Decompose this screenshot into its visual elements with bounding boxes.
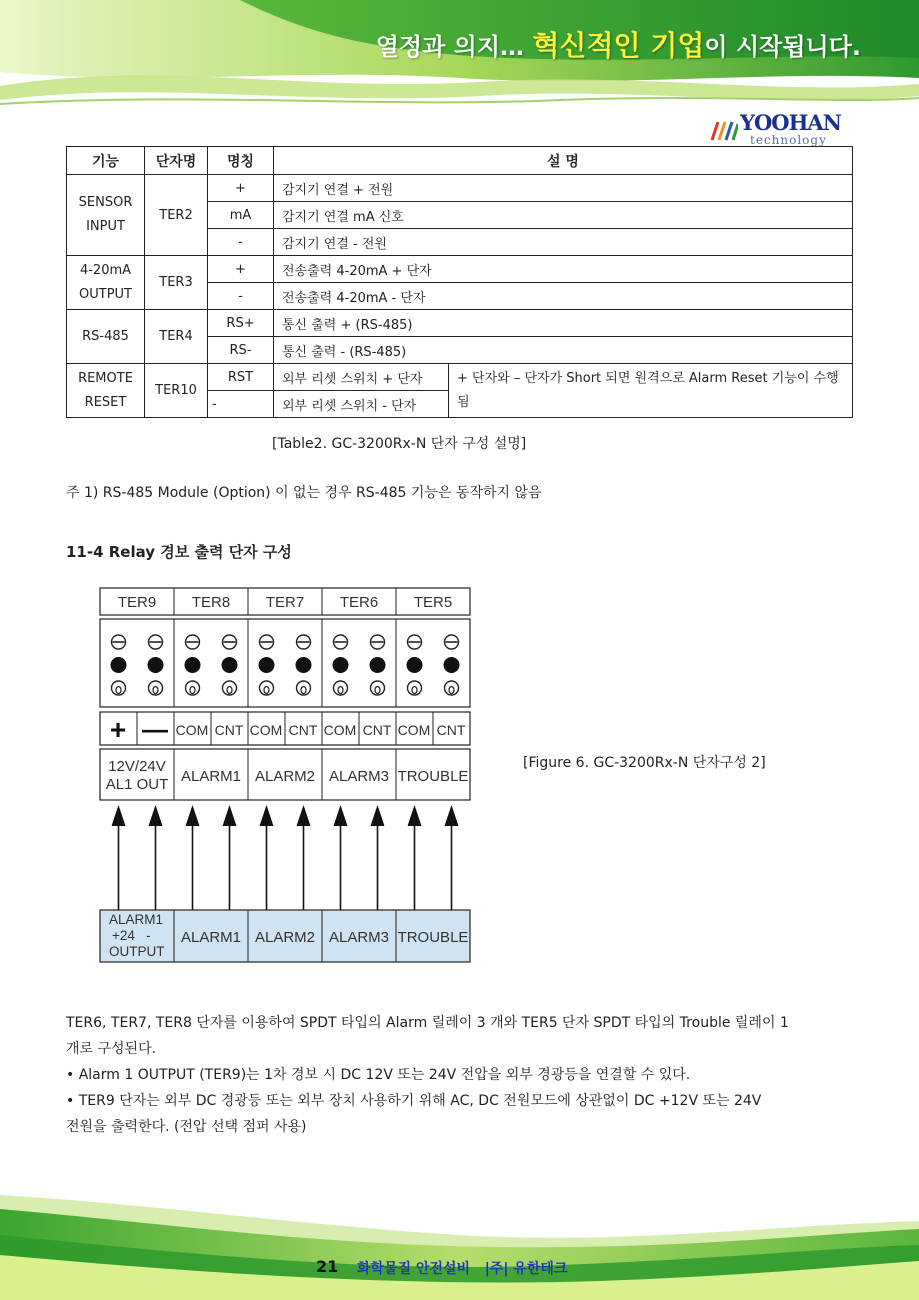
bullet-alarm1: • Alarm 1 OUTPUT (TER9)는 1차 경보 시 DC 12V 또는 24V 전압을 외부 경광등을 연결할 수 있다. <box>66 1067 691 1083</box>
footer-banner <box>0 1195 919 1300</box>
slogan-post: 이 시작됩니다. <box>704 33 861 61</box>
table-row <box>67 310 853 337</box>
com-label: COM <box>397 722 431 738</box>
logo-sub: technology <box>750 133 827 147</box>
header-description: 설 명 <box>274 147 853 175</box>
desc-cell: 외부 리셋 스위치 + 단자 <box>274 364 449 391</box>
footer-company: 화학물질 안전설비 |주| 유한테크 <box>357 1261 568 1277</box>
name-cell: RS+ <box>208 310 274 337</box>
logo-brand: YOOHAN <box>740 110 841 135</box>
rs485-note: 주 1) RS-485 Module (Option) 이 없는 경우 RS-485 기능은 동작하지 않음 <box>66 485 542 501</box>
arrow-up-icon <box>186 805 200 826</box>
ter-label-row <box>100 588 470 615</box>
header-terminal: 단자명 <box>145 147 208 175</box>
bottom-trouble: TROUBLE <box>397 929 469 946</box>
bottom-alarm3: ALARM3 <box>328 929 390 946</box>
group-alarm3: ALARM3 <box>328 768 390 785</box>
ter6-label: TER6 <box>339 594 379 611</box>
group1-line2: AL1 OUT <box>105 776 169 793</box>
bottom-first-line2: +24 - <box>112 928 151 943</box>
name-cell: + <box>208 256 274 283</box>
arrow-up-icon <box>334 805 348 826</box>
wire-hole-icon <box>259 657 275 673</box>
ter5-label: TER5 <box>413 594 453 611</box>
header-function: 기능 <box>67 147 145 175</box>
wire-hole-icon <box>148 657 164 673</box>
wire-hole-icon <box>333 657 349 673</box>
func-output <box>67 256 145 310</box>
cnt-label: CNT <box>436 722 466 738</box>
reset-note: + 단자와 – 단자가 Short 되면 원격으로 Alarm Reset 기능이 수행됨 <box>449 364 853 418</box>
terminal-table <box>66 146 853 418</box>
arrow-up-icon <box>223 805 237 826</box>
company-logo <box>708 112 850 148</box>
func-rs485: RS-485 <box>67 310 145 364</box>
desc-cell: 통신 출력 + (RS-485) <box>274 310 853 337</box>
bottom-first-line3: OUTPUT <box>109 944 165 959</box>
desc-cell: 전송출력 4-20mA - 단자 <box>274 283 853 310</box>
name-cell: - <box>208 391 274 418</box>
com-label: COM <box>323 722 357 738</box>
com-label: COM <box>175 722 209 738</box>
name-cell: RST <box>208 364 274 391</box>
wire-hole-icon <box>296 657 312 673</box>
ter8-label: TER8 <box>191 594 231 611</box>
slogan-pre: 열정과 의지… <box>375 33 533 61</box>
func-output-line1: 4-20mA <box>79 262 132 278</box>
name-cell: - <box>208 229 274 256</box>
terminal-ter10: TER10 <box>145 364 208 418</box>
plus-label: + <box>109 714 127 745</box>
func-sensor-line2: INPUT <box>86 219 125 234</box>
group-alarm1: ALARM1 <box>180 768 242 785</box>
paragraph-line: 전원을 출력한다. (전압 선택 점퍼 사용) <box>66 1119 307 1135</box>
desc-cell: 전송출력 4-20mA + 단자 <box>274 256 853 283</box>
table-row <box>67 364 853 391</box>
name-cell: + <box>208 175 274 202</box>
slogan-highlight: 혁신적인 기업 <box>532 29 705 62</box>
func-reset-line2: RESET <box>84 394 127 410</box>
table-header-row <box>67 147 853 175</box>
wire-hole-icon <box>222 657 238 673</box>
bottom-label-row <box>100 910 470 962</box>
desc-cell: 감지기 연결 - 전원 <box>274 229 853 256</box>
arrow-up-icon <box>112 805 126 826</box>
wire-hole-icon <box>370 657 386 673</box>
func-reset-line1: REMOTE <box>78 370 133 386</box>
bottom-first-line1: ALARM1 <box>109 912 164 927</box>
figure-caption: [Figure 6. GC-3200Rx-N 단자구성 2] <box>523 755 766 771</box>
func-output-line2: OUTPUT <box>79 286 132 302</box>
ter7-label: TER7 <box>265 594 305 611</box>
desc-cell: 외부 리셋 스위치 - 단자 <box>274 391 449 418</box>
contact-label-row <box>100 712 470 745</box>
body-text <box>66 1010 866 1140</box>
header-name: 명칭 <box>208 147 274 175</box>
terminal-ter3: TER3 <box>145 256 208 310</box>
func-sensor <box>67 175 145 256</box>
desc-cell: 통신 출력 - (RS-485) <box>274 337 853 364</box>
logo-stripes-icon <box>708 116 738 142</box>
group-label-row <box>100 749 470 800</box>
name-cell: mA <box>208 202 274 229</box>
signal-arrows <box>112 805 459 910</box>
group1-line1: 12V/24V <box>108 758 166 775</box>
paragraph-line: TER6, TER7, TER8 단자를 이용하여 SPDT 타입의 Alarm 릴레이 3 개와 TER5 단자 SPDT 타입의 Trouble 릴레이 1 <box>66 1015 789 1031</box>
group-trouble: TROUBLE <box>397 768 469 785</box>
arrow-up-icon <box>445 805 459 826</box>
ter9-label: TER9 <box>117 594 157 611</box>
arrow-up-icon <box>371 805 385 826</box>
wire-hole-icon <box>111 657 127 673</box>
bottom-alarm1: ALARM1 <box>180 929 242 946</box>
footer-wave <box>0 1195 919 1300</box>
name-cell: RS- <box>208 337 274 364</box>
cnt-label: CNT <box>362 722 392 738</box>
paragraph-line: 개로 구성된다. <box>66 1041 157 1057</box>
arrow-up-icon <box>149 805 163 826</box>
name-cell: - <box>208 283 274 310</box>
terminal-ter4: TER4 <box>145 310 208 364</box>
wire-hole-icon <box>185 657 201 673</box>
header-slogan <box>376 24 861 64</box>
bottom-alarm2: ALARM2 <box>254 929 316 946</box>
table-caption: [Table2. GC-3200Rx-N 단자 구성 설명] <box>272 436 527 452</box>
section-title: 11-4 Relay 경보 출력 단자 구성 <box>66 543 292 561</box>
bullet-ter9: • TER9 단자는 외부 DC 경광등 또는 외부 장치 사용하기 위해 AC, DC 전원모드에 상관없이 DC +12V 또는 24V <box>66 1093 762 1109</box>
desc-cell: 감지기 연결 mA 신호 <box>274 202 853 229</box>
terminal-block <box>100 619 470 707</box>
page-number: 21 <box>316 1257 339 1276</box>
arrow-up-icon <box>260 805 274 826</box>
func-reset <box>67 364 145 418</box>
group-alarm2: ALARM2 <box>254 768 316 785</box>
minus-label: — <box>142 714 168 744</box>
wire-hole-icon <box>444 657 460 673</box>
table-row <box>67 256 853 283</box>
cnt-label: CNT <box>214 722 244 738</box>
desc-cell: 감지기 연결 + 전원 <box>274 175 853 202</box>
wire-hole-icon <box>407 657 423 673</box>
table-row <box>67 175 853 202</box>
header-banner <box>0 0 919 110</box>
cnt-label: CNT <box>288 722 318 738</box>
terminal-ter2: TER2 <box>145 175 208 256</box>
arrow-up-icon <box>408 805 422 826</box>
com-label: COM <box>249 722 283 738</box>
func-sensor-line1: SENSOR <box>78 195 133 210</box>
relay-terminal-figure <box>96 585 476 967</box>
arrow-up-icon <box>297 805 311 826</box>
